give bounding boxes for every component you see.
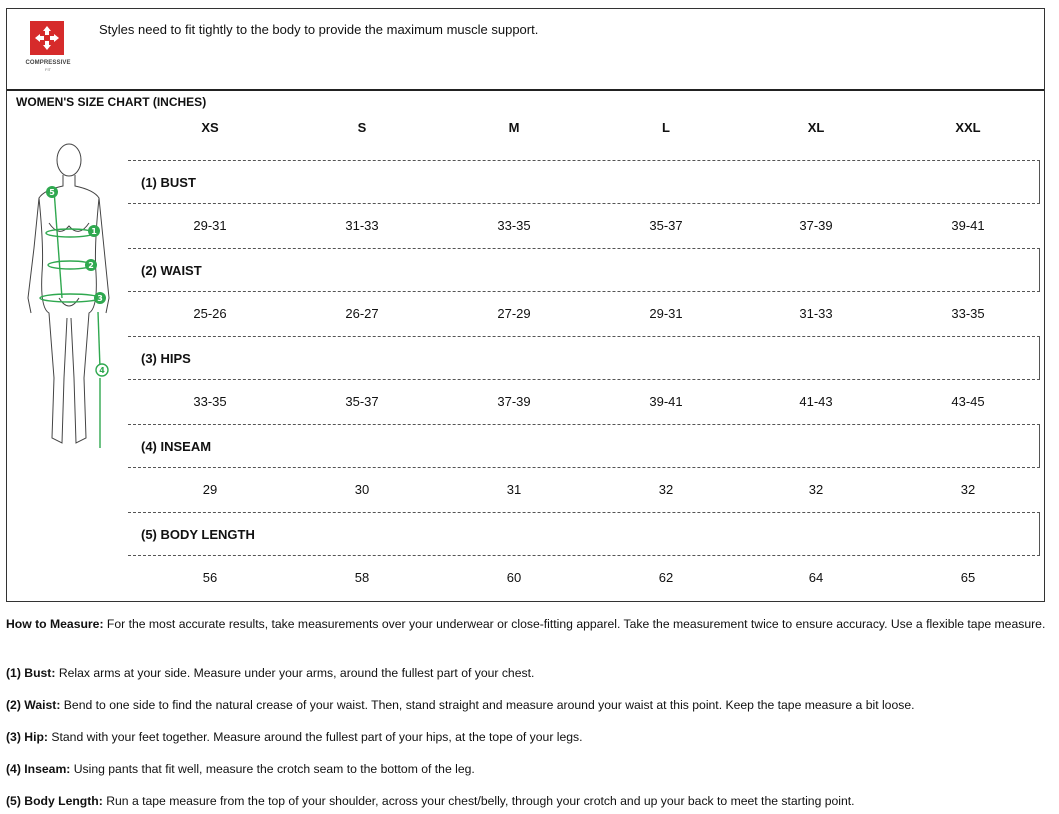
bust-s: 31-33 xyxy=(345,218,379,233)
inseam-values-row xyxy=(128,468,1040,512)
bust-xl: 37-39 xyxy=(799,218,833,233)
body-length-note xyxy=(6,793,855,809)
body-length-values-row xyxy=(128,556,1040,600)
svg-text:1: 1 xyxy=(91,227,97,236)
compression-arrows-icon xyxy=(30,21,64,55)
fit-tagline: Styles need to fit tightly to the body to provide the maximum muscle support. xyxy=(99,22,539,37)
hips-xxl: 43-45 xyxy=(951,394,985,409)
svg-text:5: 5 xyxy=(49,188,55,197)
bust-xxl: 39-41 xyxy=(951,218,985,233)
section-inseam-title: (4) INSEAM xyxy=(141,439,212,454)
hip-note xyxy=(6,729,583,745)
body-length-m: 60 xyxy=(506,570,522,585)
size-xl: XL xyxy=(807,120,825,135)
waist-note xyxy=(6,697,915,713)
section-waist xyxy=(128,248,1040,292)
body-length-l: 62 xyxy=(658,570,674,585)
logo-subtext: FIT xyxy=(45,67,51,72)
note-text: Stand with your feet together. Measure around the fullest part of your hips, at the tope of your legs. xyxy=(47,730,583,744)
inseam-xl: 32 xyxy=(808,482,824,497)
hips-m: 37-39 xyxy=(497,394,531,409)
compressive-fit-logo xyxy=(21,21,75,81)
header-bar xyxy=(7,9,1044,91)
bust-values-row xyxy=(128,204,1040,248)
body-length-xs: 56 xyxy=(202,570,218,585)
female-body-measurement-icon xyxy=(14,138,114,448)
waist-m: 27-29 xyxy=(497,306,531,321)
logo-wordmark: COMPRESSIVE xyxy=(25,60,71,66)
hips-xs: 33-35 xyxy=(193,394,227,409)
size-header-row xyxy=(128,120,1040,140)
inseam-s: 30 xyxy=(354,482,370,497)
section-inseam xyxy=(128,424,1040,468)
hips-values-row xyxy=(128,380,1040,424)
note-label: (5) Body Length: xyxy=(6,794,103,808)
inseam-note xyxy=(6,761,475,777)
note-text: Run a tape measure from the top of your shoulder, across your chest/belly, through your crotch and up your back to meet the starting point. xyxy=(102,794,855,808)
section-hips-title: (3) HIPS xyxy=(141,351,191,366)
section-bust-title: (1) BUST xyxy=(141,175,196,190)
bust-l: 35-37 xyxy=(649,218,683,233)
note-label: How to Measure: xyxy=(6,617,104,631)
size-xs: XS xyxy=(201,120,219,135)
waist-l: 29-31 xyxy=(649,306,683,321)
bust-note xyxy=(6,665,534,681)
svg-text:2: 2 xyxy=(88,261,94,270)
hips-l: 39-41 xyxy=(649,394,683,409)
note-label: (1) Bust: xyxy=(6,666,56,680)
svg-text:4: 4 xyxy=(99,366,105,375)
how-to-measure-note xyxy=(6,616,1045,632)
note-text: Relax arms at your side. Measure under your arms, around the fullest part of your chest. xyxy=(55,666,535,680)
waist-s: 26-27 xyxy=(345,306,379,321)
inseam-l: 32 xyxy=(658,482,674,497)
note-text: Using pants that fit well, measure the crotch seam to the bottom of the leg. xyxy=(70,762,475,776)
hips-xl: 41-43 xyxy=(799,394,833,409)
waist-values-row xyxy=(128,292,1040,336)
note-label: (4) Inseam: xyxy=(6,762,71,776)
section-body-length xyxy=(128,512,1040,556)
note-text: For the most accurate results, take measurements over your underwear or close-fitting apparel. Take the measurement twice to ensure accuracy. Use a flexible tape measure. xyxy=(103,617,1046,631)
inseam-xs: 29 xyxy=(202,482,218,497)
size-xxl: XXL xyxy=(955,120,981,135)
inseam-xxl: 32 xyxy=(960,482,976,497)
inseam-m: 31 xyxy=(506,482,522,497)
body-length-s: 58 xyxy=(354,570,370,585)
section-bust xyxy=(128,160,1040,204)
body-length-xxl: 65 xyxy=(960,570,976,585)
waist-xl: 31-33 xyxy=(799,306,833,321)
hips-s: 35-37 xyxy=(345,394,379,409)
svg-text:3: 3 xyxy=(97,294,103,303)
size-l: L xyxy=(662,120,670,135)
note-label: (2) Waist: xyxy=(6,698,61,712)
section-waist-title: (2) WAIST xyxy=(141,263,202,278)
note-text: Bend to one side to find the natural crease of your waist. Then, stand straight and measure around your waist at this point. Keep the tape measure a bit loose. xyxy=(60,698,915,712)
bust-m: 33-35 xyxy=(497,218,531,233)
waist-xs: 25-26 xyxy=(193,306,227,321)
note-label: (3) Hip: xyxy=(6,730,48,744)
chart-title: WOMEN'S SIZE CHART (INCHES) xyxy=(16,95,207,109)
section-hips xyxy=(128,336,1040,380)
size-m: M xyxy=(508,120,520,135)
waist-xxl: 33-35 xyxy=(951,306,985,321)
body-length-xl: 64 xyxy=(808,570,824,585)
section-body-length-title: (5) BODY LENGTH xyxy=(141,527,255,542)
bust-xs: 29-31 xyxy=(193,218,227,233)
size-s: S xyxy=(357,120,367,135)
